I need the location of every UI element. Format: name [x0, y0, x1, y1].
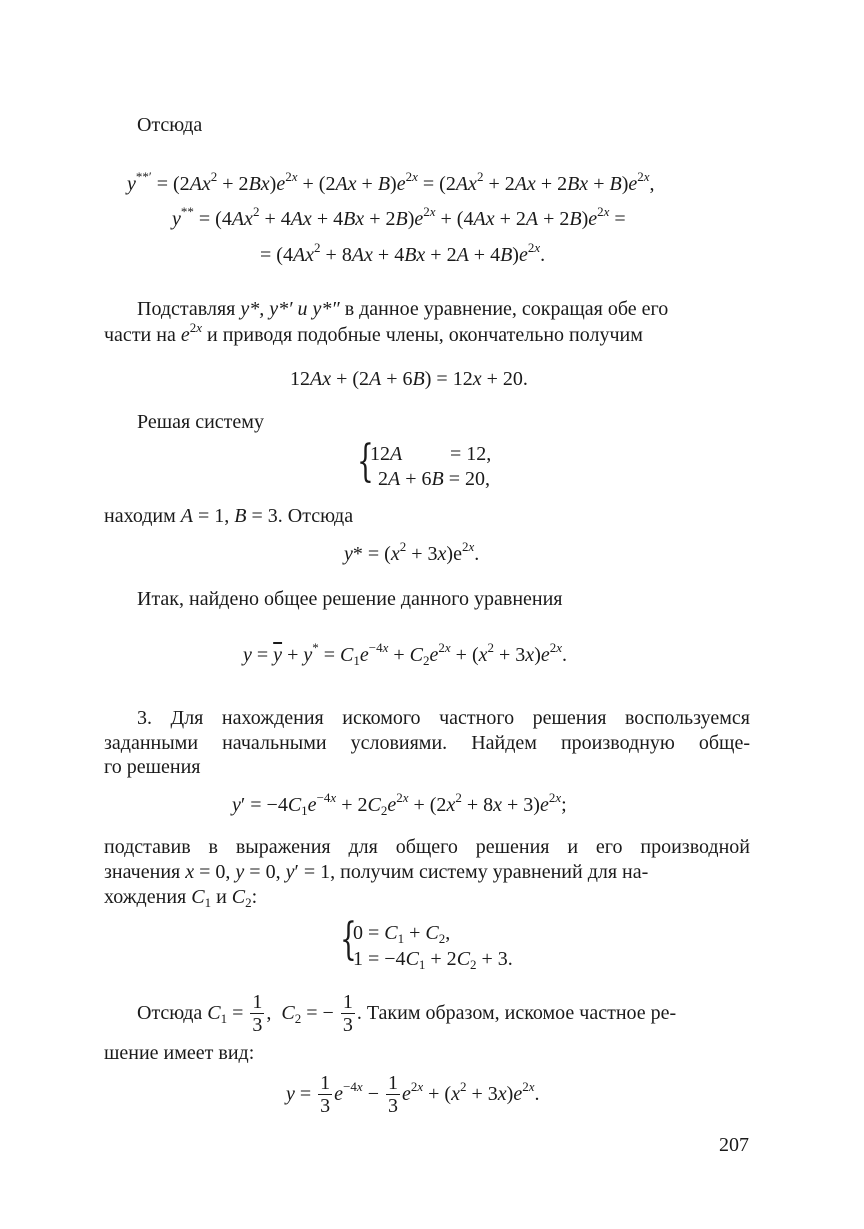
equation-y-star-second-a: $y^{**} = (4Ax^2 + 4Ax + 4Bx + 2B)e^{2x} + (4Ax + 2A + 2B)e^{2x}$ =: [172, 204, 626, 230]
paragraph-3-line1: 3. Для нахождения искомого частного решения воспользуемся: [137, 707, 750, 729]
equation-particular-solution-form: $y* = (x^2 + 3x)e^{2x}$.: [344, 539, 480, 565]
paragraph-nakhodim: находим A = 1, B = 3. Отсюда: [104, 505, 354, 527]
fraction-c2: $\frac{1}{3}$: [342, 991, 353, 1036]
fraction-final-2: $\frac{1}{3}$: [387, 1072, 398, 1117]
fraction-c1: $\frac{1}{3}$: [252, 991, 263, 1036]
system-brace-2: {: [340, 914, 357, 965]
paragraph-3-line3: го решения: [104, 756, 201, 778]
equation-coefficients: 12Ax + (2A + 6B) = 12x + 20.: [290, 368, 528, 390]
equation-general-solution: $y = \overline{y} + y^* = C_1e^{-4x} + C_2e^{2x} + (x^2 + 3x)e^{2x}$.: [243, 640, 568, 668]
page-number: 207: [719, 1134, 749, 1156]
system1-eq1: 12A: [370, 443, 403, 465]
paragraph-otsyuda-constants: Отсюда $C_1$ = $\frac{1}{3}$ , $C_2$ = − $\frac{1}{3}$ . Таким образом, искомое частное ре-: [137, 991, 677, 1036]
equation-y-star-prime: $y^{**'} = (2Ax^2 + 2Bx)e^{2x} + (2Ax + B)e^{2x} = (2Ax^2 + 2Ax + 2Bx + B)e^{2x}$,: [127, 169, 655, 195]
paragraph-podstaviv-line1: подставив в выражения для общего решения и его производной: [104, 836, 750, 858]
paragraph-podstavlyaya-line1: Подставляя y*, y*′ и y*″ в данное уравнение, сокращая обе его: [137, 298, 669, 320]
paragraph-itak: Итак, найдено общее решение данного уравнения: [137, 588, 563, 610]
system1-eq2: 2A + 6B = 20,: [378, 468, 490, 490]
paragraph-3-line2: заданными начальными условиями. Найдем производную обще-: [104, 732, 750, 754]
equation-derivative: $y' = -4C_1e^{-4x} + 2C_2e^{2x} + (2x^2 + 8x + 3)e^{2x}$;: [232, 790, 567, 818]
system2-eq1: $0 = C_1 + C_2$,: [353, 922, 451, 946]
fraction-final-1: $\frac{1}{3}$: [320, 1072, 331, 1117]
paragraph-reshaya-sistemu: Решая систему: [137, 411, 264, 433]
equation-final-solution: y = $\frac{1}{3}$ $e^{-4x}$ − $\frac{1}{3}$ $e^{2x} + (x^2 + 3x)e^{2x}$.: [286, 1072, 540, 1117]
paragraph-podstaviv-line3: хождения $C_1$ и $C_2$:: [104, 886, 258, 910]
paragraph-otsyuda: Отсюда: [137, 114, 203, 136]
paragraph-podstavlyaya-line2: части на $e^{2x}$ и приводя подобные члены, окончательно получим: [104, 320, 643, 346]
system-brace-1: {: [357, 436, 374, 487]
system2-eq2: $1 = -4C_1 + 2C_2 + 3$.: [353, 948, 513, 972]
paragraph-podstaviv-line2: значения x = 0, y = 0, y′ = 1, получим систему уравнений для на-: [104, 861, 649, 883]
equation-y-star-second-b: = $(4Ax^2 + 8Ax + 4Bx + 2A + 4B)e^{2x}$.: [260, 240, 546, 266]
system1-eq1-rhs: = 12,: [450, 443, 492, 465]
paragraph-reshenie-imeet-vid: шение имеет вид:: [104, 1042, 255, 1064]
